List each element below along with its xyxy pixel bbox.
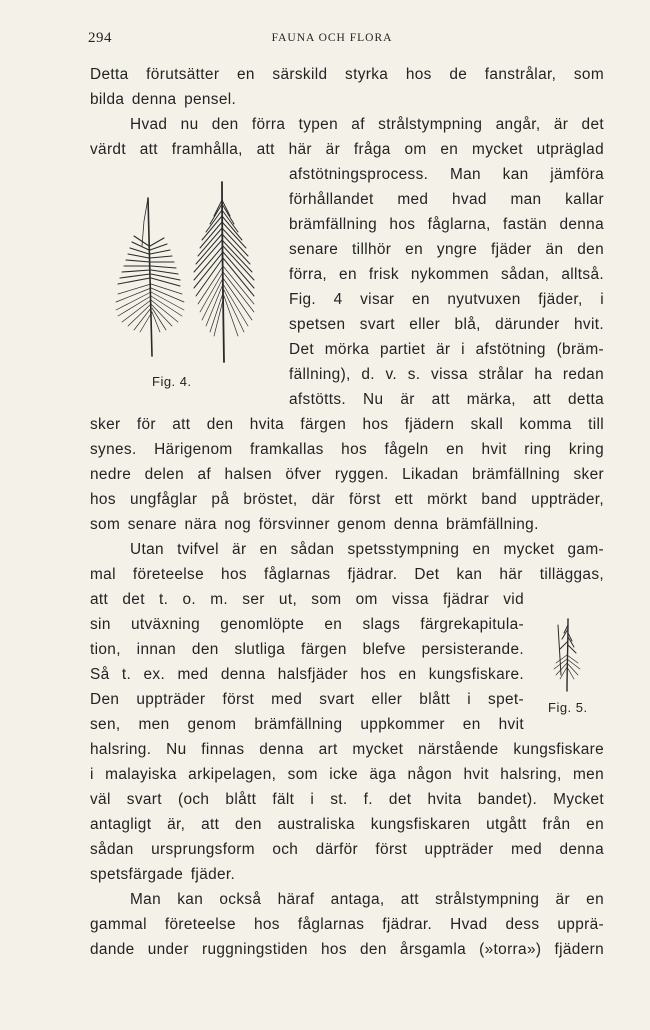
text-line: sin utväxning genomlöpte en slags färgrekapitula- bbox=[90, 616, 524, 633]
figure-4-label: Fig. 4. bbox=[152, 374, 192, 389]
text-line: förhållandet med hvad man kallar bbox=[289, 191, 604, 208]
feather-illustration bbox=[104, 176, 272, 366]
text-line: Utan tvifvel är en sådan spetsstympning en mycket gam- bbox=[130, 541, 604, 558]
text-line: att det t. o. m. ser ut, som om vissa fjädrar vid bbox=[90, 591, 524, 608]
text-line: väl svart (och blått fält i st. f. det hvita bandet). Mycket bbox=[90, 791, 604, 808]
text-line: spetsen svart eller blå, därunder hvit. bbox=[289, 316, 604, 333]
text-line: afstötningsprocess. Man kan jämföra bbox=[289, 166, 604, 183]
text-line: fällning), d. v. s. vissa strålar ha redan bbox=[289, 366, 604, 383]
text-line: Så t. ex. med denna halsfjäder hos en kungsfiskare. bbox=[90, 666, 524, 683]
text-line: mal företeelse hos fåglarnas fjädrar. Det kan här tilläggas, bbox=[90, 566, 604, 583]
text-line: Fig. 4 visar en nyutvuxen fjäder, i bbox=[289, 291, 604, 308]
text-line: hos ungfåglar på bröstet, där först ett mörkt band uppträder, bbox=[90, 491, 604, 508]
text-line: gammal företeelse hos fåglarnas fjädrar. Hvad dess upprä- bbox=[90, 916, 604, 933]
text-line: Man kan också häraf antaga, att strålstympning är en bbox=[130, 891, 604, 908]
text-line: Den uppträder först med svart eller blått i spet- bbox=[90, 691, 524, 708]
figure-5-feather bbox=[546, 615, 588, 693]
text-line: i malayiska arkipelagen, som icke äga någon hvit halsring, men bbox=[90, 766, 604, 783]
text-line: dande under ruggningstiden hos den årsgamla (»torra») fjädern bbox=[90, 941, 604, 958]
text-line: sker för att den hvita färgen hos fjädern skall komma till bbox=[90, 416, 604, 433]
figure-5-label: Fig. 5. bbox=[548, 700, 588, 715]
text-line: värdt att framhålla, att här är fråga om en mycket utpräglad bbox=[90, 141, 604, 158]
text-line: halsring. Nu finnas denna art mycket närstående kungsfiskare bbox=[90, 741, 604, 758]
text-line: bilda denna pensel. bbox=[90, 91, 237, 108]
text-line: sådan ursprungsform och därför först uppträder med denna bbox=[90, 841, 604, 858]
figure-4-feathers bbox=[104, 176, 272, 366]
text-line: förra, en frisk nykommen sådan, alltså. bbox=[289, 266, 604, 283]
page-number: 294 bbox=[88, 30, 112, 46]
text-line: brämfällning hos fåglarna, fastän denna bbox=[289, 216, 604, 233]
text-line: spetsfärgade fjäder. bbox=[90, 866, 236, 883]
text-line: sen, men genom brämfällning uppkommer en hvit bbox=[90, 716, 524, 733]
text-line: afstötts. Nu är att märka, att detta bbox=[289, 391, 604, 408]
text-line: antagligt är, att den australiska kungsfiskaren utgått från en bbox=[90, 816, 604, 833]
text-line: senare tillhör en yngre fjäder än den bbox=[289, 241, 604, 258]
text-line: Hvad nu den förra typen af strålstympning angår, är det bbox=[130, 116, 604, 133]
text-line: Det mörka partiet är i afstötning (bräm- bbox=[289, 341, 604, 358]
text-line: nedre delen af halsen öfver ryggen. Likadan brämfällning sker bbox=[90, 466, 604, 483]
text-line: tion, innan den slutliga färgen blefve persisterande. bbox=[90, 641, 524, 658]
feather-illustration bbox=[546, 615, 588, 693]
text-line: synes. Härigenom framkallas hos fågeln en hvit ring kring bbox=[90, 441, 604, 458]
text-line: Detta förutsätter en särskild styrka hos de fanstrålar, som bbox=[90, 66, 604, 83]
page-header bbox=[88, 30, 576, 50]
running-head: FAUNA OCH FLORA bbox=[271, 32, 393, 44]
text-line: som senare nära nog försvinner genom denna brämfällning. bbox=[90, 516, 539, 533]
